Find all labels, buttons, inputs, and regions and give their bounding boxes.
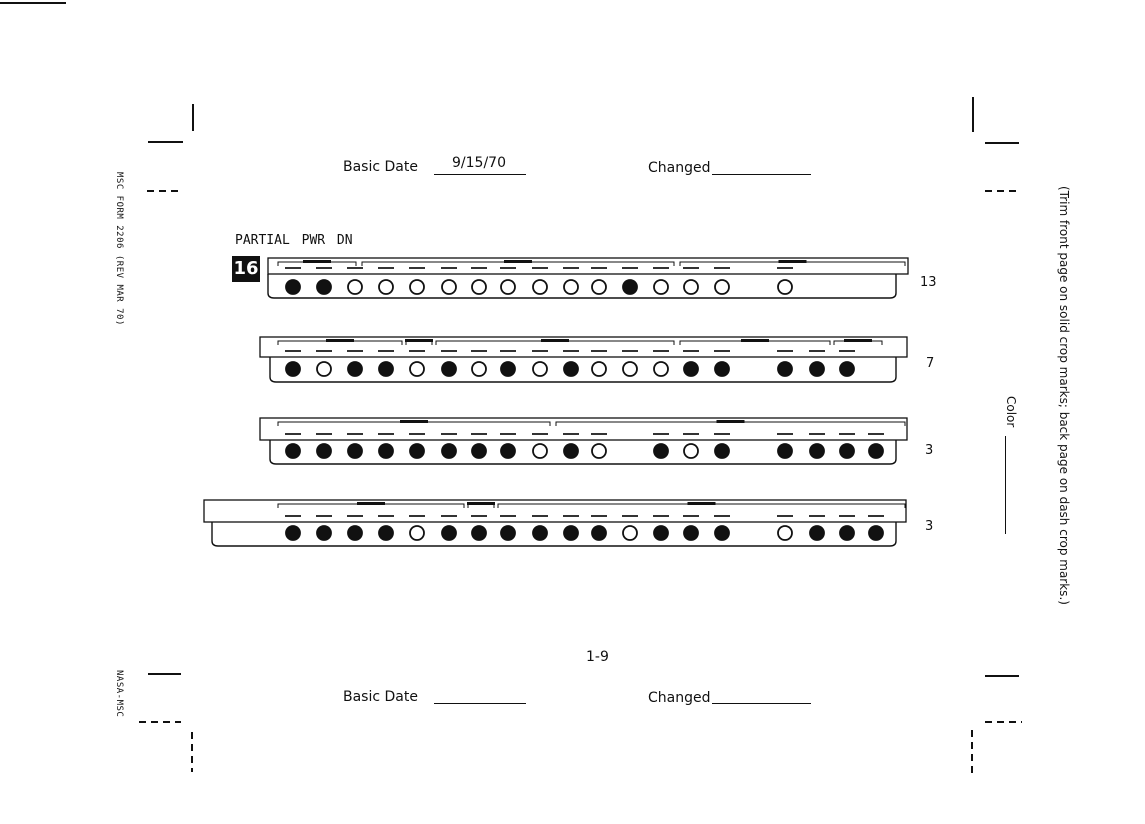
switch-label-mark <box>683 433 699 435</box>
panel-1-switch-11-off <box>592 280 606 294</box>
switch-label-mark <box>809 515 825 517</box>
panel-4-switch-6-on <box>442 526 456 540</box>
panel-2-switch-8-on <box>501 362 515 376</box>
switch-label-mark <box>653 350 669 352</box>
panel-1-row-number: 13 <box>920 275 937 290</box>
switch-label-mark <box>500 433 516 435</box>
panel-1-switch-9-off <box>533 280 547 294</box>
panel-4-switch-11-on <box>592 526 606 540</box>
group-title-mark <box>779 260 807 263</box>
switch-label-mark <box>285 433 301 435</box>
panel-3-switch-7-on <box>472 444 486 458</box>
panel-2-switch-18-on <box>840 362 854 376</box>
switch-label-mark <box>532 267 548 269</box>
panel-3-switch-10-on <box>564 444 578 458</box>
panel-3-switch-18-on <box>869 444 883 458</box>
panel-2-switch-9-off <box>533 362 547 376</box>
panel-2-switch-11-off <box>592 362 606 376</box>
panel-3-switch-6-on <box>442 444 456 458</box>
panel-4-switch-9-on <box>533 526 547 540</box>
switch-label-mark <box>777 515 793 517</box>
switch-label-mark <box>441 350 457 352</box>
panel-1-switch-10-off <box>564 280 578 294</box>
panel-1-switch-3-off <box>348 280 362 294</box>
switch-label-mark <box>347 350 363 352</box>
page-number: 1-9 <box>586 649 609 665</box>
switch-label-mark <box>347 267 363 269</box>
panel-3-switch-17-on <box>840 444 854 458</box>
panel-4-switch-1-on <box>286 526 300 540</box>
switch-label-mark <box>285 515 301 517</box>
switch-label-mark <box>441 515 457 517</box>
panel-3-switch-4-on <box>379 444 393 458</box>
switch-label-mark <box>683 350 699 352</box>
header-basic-date-label: Basic Date <box>343 159 418 175</box>
panel-2-switch-12-off <box>623 362 637 376</box>
panel-1-switch-2-on <box>317 280 331 294</box>
panel-2-row-number: 7 <box>926 356 935 371</box>
group-title-mark <box>405 339 433 342</box>
switch-label-mark <box>347 433 363 435</box>
switch-label-mark <box>622 267 638 269</box>
panel-2-switch-10-on <box>564 362 578 376</box>
group-title-mark <box>688 502 716 505</box>
switch-label-mark <box>378 267 394 269</box>
switch-label-mark <box>563 267 579 269</box>
switch-label-mark <box>378 433 394 435</box>
panel-4-switch-5-off <box>410 526 424 540</box>
panel-2-switch-2-off <box>317 362 331 376</box>
switch-label-mark <box>622 515 638 517</box>
panel-3-switch-12-on <box>654 444 668 458</box>
switch-label-mark <box>714 433 730 435</box>
switch-label-mark <box>441 267 457 269</box>
switch-label-mark <box>777 433 793 435</box>
panel-1-switch-15-off <box>715 280 729 294</box>
switch-label-mark <box>471 267 487 269</box>
switch-label-mark <box>809 433 825 435</box>
switch-label-mark <box>316 267 332 269</box>
panel-1-label-strip <box>268 258 908 274</box>
panel-2-switch-13-off <box>654 362 668 376</box>
panel-1-switch-12-on <box>623 280 637 294</box>
panel-1-switch-4-off <box>379 280 393 294</box>
group-title-mark <box>504 260 532 263</box>
panel-1-switch-13-off <box>654 280 668 294</box>
panel-4-switch-18-on <box>840 526 854 540</box>
panel-4-switch-4-on <box>379 526 393 540</box>
panel-3-switch-9-off <box>533 444 547 458</box>
group-title-mark <box>467 502 495 505</box>
switch-label-mark <box>285 267 301 269</box>
switch-label-mark <box>563 350 579 352</box>
switch-label-mark <box>532 433 548 435</box>
switch-label-mark <box>409 433 425 435</box>
panel-2-switch-4-on <box>379 362 393 376</box>
group-title-mark <box>741 339 769 342</box>
panel-2-switch-base <box>270 357 896 382</box>
switch-label-mark <box>471 433 487 435</box>
panel-4-switch-19-on <box>869 526 883 540</box>
switch-label-mark <box>285 350 301 352</box>
section-title: PARTIAL PWR DN <box>235 233 353 248</box>
switch-label-mark <box>532 350 548 352</box>
switch-label-mark <box>409 267 425 269</box>
panel-4-switch-10-on <box>564 526 578 540</box>
switch-label-mark <box>653 433 669 435</box>
panel-2-switch-14-on <box>684 362 698 376</box>
footer-basic-date-label: Basic Date <box>343 689 418 705</box>
switch-label-mark <box>653 267 669 269</box>
group-title-mark <box>541 339 569 342</box>
switch-label-mark <box>591 433 607 435</box>
panel-1-switch-8-off <box>501 280 515 294</box>
switch-label-mark <box>316 350 332 352</box>
switch-label-mark <box>409 350 425 352</box>
panel-2-switch-15-on <box>715 362 729 376</box>
switch-label-mark <box>868 433 884 435</box>
panel-4-switch-17-on <box>810 526 824 540</box>
switch-label-mark <box>809 350 825 352</box>
panel-2-switch-5-off <box>410 362 424 376</box>
panel-4-switch-7-on <box>472 526 486 540</box>
panel-3-switch-5-on <box>410 444 424 458</box>
panel-4-switch-2-on <box>317 526 331 540</box>
panel-3-switch-3-on <box>348 444 362 458</box>
panel-3-switch-2-on <box>317 444 331 458</box>
panel-3-switch-8-on <box>501 444 515 458</box>
switch-label-mark <box>653 515 669 517</box>
switch-label-mark <box>591 267 607 269</box>
panel-3-switch-11-off <box>592 444 606 458</box>
switch-label-mark <box>714 267 730 269</box>
switch-label-mark <box>777 350 793 352</box>
switch-label-mark <box>714 350 730 352</box>
switch-label-mark <box>471 515 487 517</box>
form-number-text: MSC FORM 2206 (REV MAR 70) <box>114 172 124 326</box>
panel-3-switch-15-on <box>778 444 792 458</box>
switch-label-mark <box>563 433 579 435</box>
panel-4-switch-base <box>212 522 896 546</box>
switch-label-mark <box>563 515 579 517</box>
panel-4-switch-8-on <box>501 526 515 540</box>
switch-label-mark <box>839 350 855 352</box>
trim-instruction-text: (Trim front page on solid crop marks; back page on dash crop marks.) <box>1057 186 1071 605</box>
switch-label-mark <box>471 350 487 352</box>
switch-label-mark <box>500 350 516 352</box>
panel-4-switch-12-off <box>623 526 637 540</box>
group-title-mark <box>844 339 872 342</box>
panel-3-switch-16-on <box>810 444 824 458</box>
switch-label-mark <box>714 515 730 517</box>
panel-3-switch-base <box>270 440 896 464</box>
panel-1-switch-1-on <box>286 280 300 294</box>
switch-label-mark <box>622 350 638 352</box>
switch-label-mark <box>839 515 855 517</box>
switch-label-mark <box>378 515 394 517</box>
switch-label-mark <box>777 267 793 269</box>
switch-label-mark <box>500 515 516 517</box>
switch-label-mark <box>316 433 332 435</box>
panel-2-switch-6-on <box>442 362 456 376</box>
panel-3-label-strip <box>260 418 907 440</box>
switch-label-mark <box>347 515 363 517</box>
panel-4-label-strip <box>204 500 906 522</box>
agency-text: NASA-MSC <box>114 670 124 718</box>
panel-3-row-number: 3 <box>925 443 934 458</box>
panel-4-switch-14-on <box>684 526 698 540</box>
panel-2-switch-17-on <box>810 362 824 376</box>
panel-2-label-strip <box>260 337 907 357</box>
panel-1-switch-7-off <box>472 280 486 294</box>
panel-3-switch-14-on <box>715 444 729 458</box>
panel-4-switch-15-on <box>715 526 729 540</box>
panel-1-switch-16-off <box>778 280 792 294</box>
panel-2-switch-16-on <box>778 362 792 376</box>
panel-4-switch-16-off <box>778 526 792 540</box>
panel-4-switch-3-on <box>348 526 362 540</box>
switch-label-mark <box>591 515 607 517</box>
switch-label-mark <box>591 350 607 352</box>
header-changed-label: Changed <box>648 160 711 176</box>
panel-1-switch-6-off <box>442 280 456 294</box>
panel-4-row-number: 3 <box>925 519 934 534</box>
panel-3-switch-1-on <box>286 444 300 458</box>
color-label: Color <box>1004 396 1018 428</box>
panel-1-switch-5-off <box>410 280 424 294</box>
group-title-mark <box>326 339 354 342</box>
section-badge: 16 <box>232 256 260 282</box>
panel-2-switch-1-on <box>286 362 300 376</box>
panel-2-switch-3-on <box>348 362 362 376</box>
footer-changed-label: Changed <box>648 690 711 706</box>
group-title-mark <box>717 420 745 423</box>
switch-label-mark <box>378 350 394 352</box>
switch-label-mark <box>316 515 332 517</box>
group-title-mark <box>400 420 428 423</box>
panel-2-switch-7-off <box>472 362 486 376</box>
switch-label-mark <box>532 515 548 517</box>
group-title-mark <box>303 260 331 263</box>
header-basic-date-value: 9/15/70 <box>452 155 506 171</box>
group-title-mark <box>357 502 385 505</box>
switch-label-mark <box>839 433 855 435</box>
switch-label-mark <box>441 433 457 435</box>
switch-label-mark <box>500 267 516 269</box>
switch-label-mark <box>683 515 699 517</box>
panel-4-switch-13-on <box>654 526 668 540</box>
panel-3-switch-13-off <box>684 444 698 458</box>
switch-label-mark <box>409 515 425 517</box>
switch-label-mark <box>683 267 699 269</box>
panel-1-switch-14-off <box>684 280 698 294</box>
switch-label-mark <box>868 515 884 517</box>
